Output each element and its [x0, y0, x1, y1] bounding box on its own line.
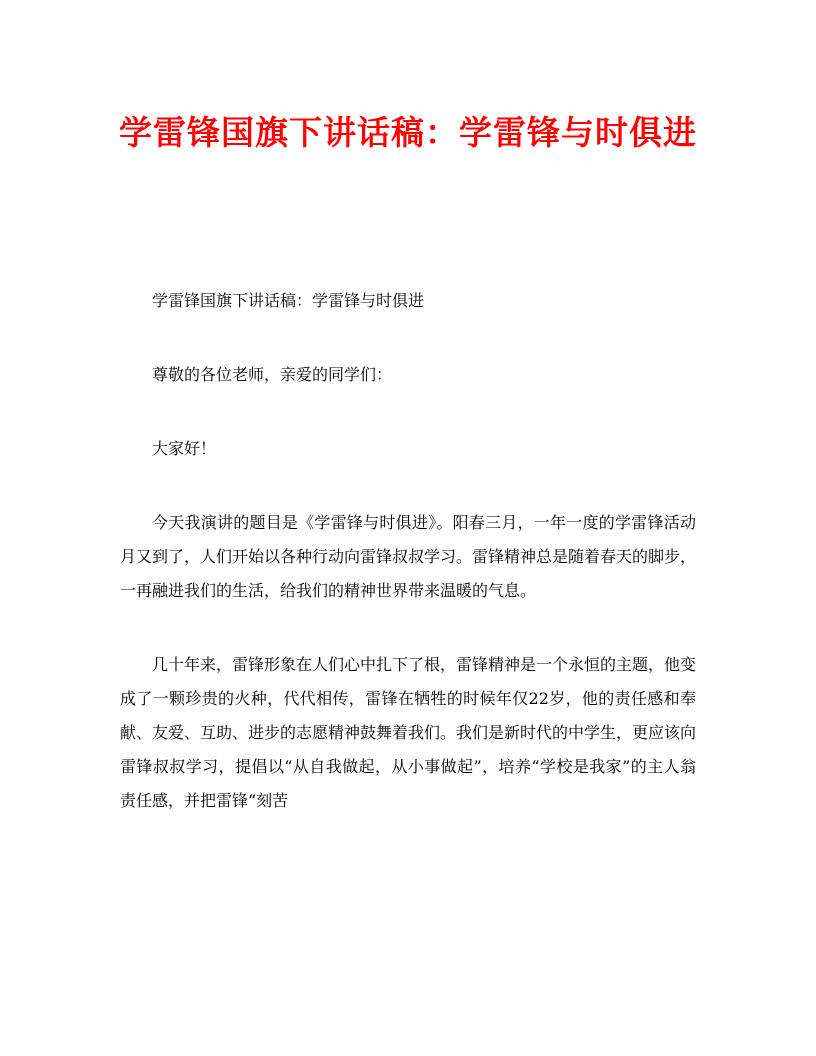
- greeting-paragraph: 大家好！: [152, 439, 217, 458]
- subtitle-paragraph: 学雷锋国旗下讲话稿：学雷锋与时俱进: [152, 291, 425, 310]
- document-title: 学雷锋国旗下讲话稿：学雷锋与时俱进: [119, 113, 697, 152]
- salutation-paragraph: 尊敬的各位老师，亲爱的同学们：: [152, 365, 393, 384]
- body-paragraph-1: 今天我演讲的题目是《学雷锋与时俱进》。阳春三月，一年一度的学雷锋活动月又到了，人们开始以各种行动向雷锋叔叔学习。雷锋精神总是随着春天的脚步，一再融进我们的生活，给我们的精神世界带来温暖的气息。: [120, 513, 697, 600]
- document-body: [120, 284, 696, 818]
- body-paragraph-2: 几十年来，雷锋形象在人们心中扎下了根，雷锋精神是一个永恒的主题，他变成了一颗珍贵的火种，代代相传，雷锋在牺牲的时候年仅22岁，他的责任感和奉献、友爱、互助、进步的志愿精神鼓舞着我们。我们是新时代的中学生，更应该向雷锋叔叔学习，提倡以“从自我做起，从小事做起”，培养“学校是我家”的主人翁责任感，并把雷锋“刻苦: [120, 655, 697, 810]
